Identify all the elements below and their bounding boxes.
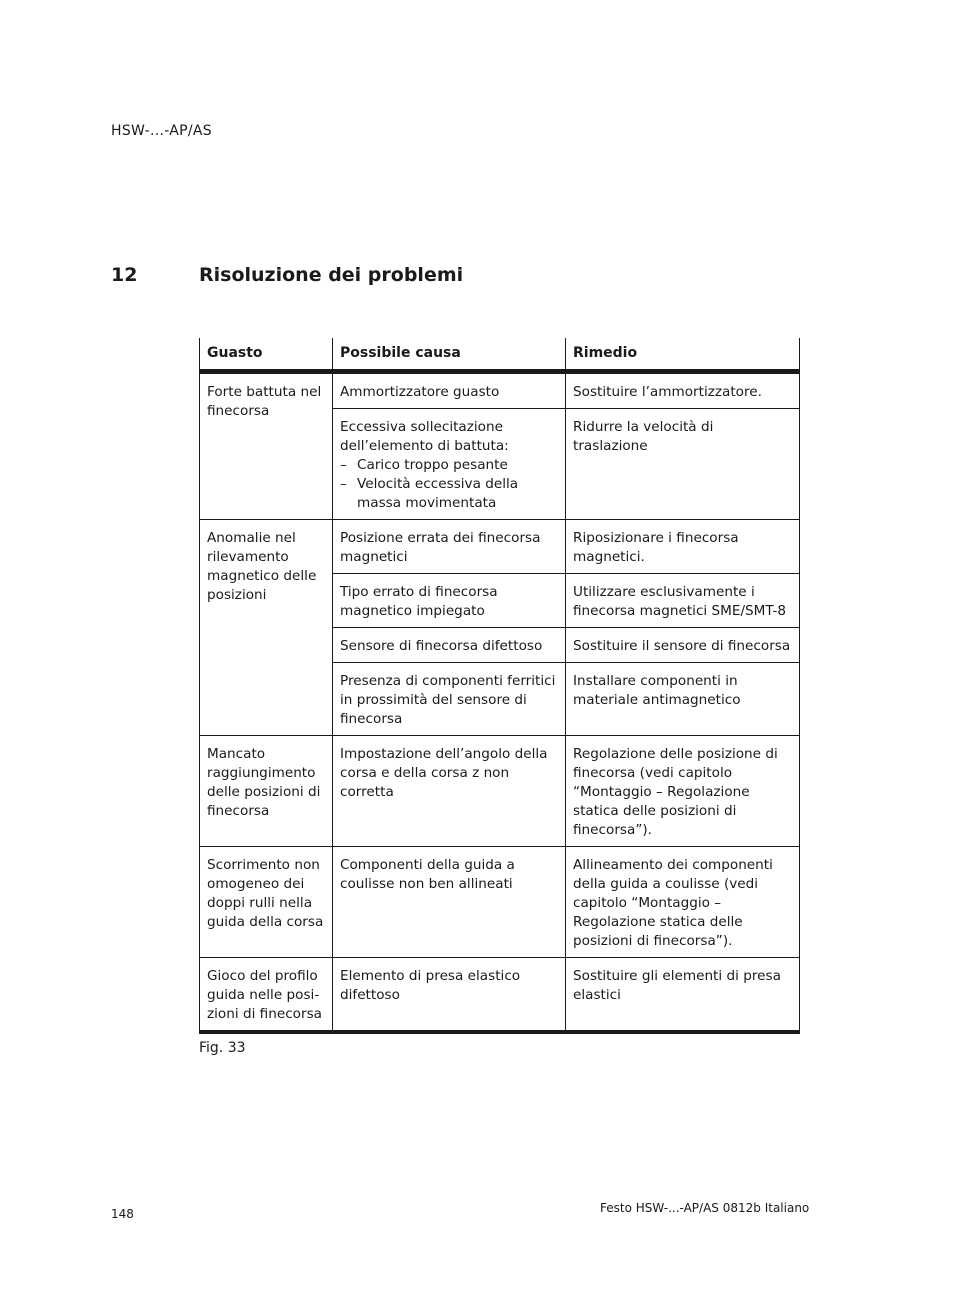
table-row xyxy=(200,736,800,847)
remedy-cell: Sostituire gli elementi di presa elastici xyxy=(566,958,800,1033)
table-row xyxy=(200,374,800,409)
cause-cell: Componenti della guida a coulisse non ben allineati xyxy=(333,847,566,958)
fault-cell: Anomalie nel rilevamento magnetico delle posizioni xyxy=(200,520,333,736)
cause-cell xyxy=(333,409,566,520)
dash-bullet-icon: – xyxy=(340,476,347,492)
troubleshooting-table xyxy=(199,338,800,1034)
fault-cell: Scorrimento non omogeneo dei doppi rulli nella guida della corsa xyxy=(200,847,333,958)
cause-cell: Posizione errata dei finecorsa magnetici xyxy=(333,520,566,574)
fault-cell: Mancato raggiungimento delle posizioni di finecorsa xyxy=(200,736,333,847)
cause-list-item xyxy=(340,456,558,475)
table-row xyxy=(200,847,800,958)
header-fault: Guasto xyxy=(200,338,333,371)
dash-bullet-icon: – xyxy=(340,457,347,473)
remedy-cell: Sostituire l’ammortizzatore. xyxy=(566,374,800,409)
cause-list-item-text: Carico troppo pesante xyxy=(357,457,508,473)
table-row xyxy=(200,520,800,574)
fault-cell: Gioco del profilo guida nelle posi- zioni di finecorsa xyxy=(200,958,333,1033)
remedy-cell: Ridurre la velocità di traslazione xyxy=(566,409,800,520)
document-code: HSW-...-AP/AS xyxy=(111,123,212,139)
fault-cell: Forte battuta nel finecorsa xyxy=(200,374,333,520)
cause-cell: Sensore di finecorsa difettoso xyxy=(333,628,566,663)
remedy-cell: Regolazione delle posizione di finecorsa (vedi capitolo “Montaggio – Regolazione statica delle posizioni di finecorsa”). xyxy=(566,736,800,847)
header-remedy: Rimedio xyxy=(566,338,800,371)
figure-caption: Fig. 33 xyxy=(199,1040,246,1056)
remedy-cell: Riposizionare i finecorsa magnetici. xyxy=(566,520,800,574)
cause-cell: Impostazione dell’angolo della corsa e della corsa z non corretta xyxy=(333,736,566,847)
cause-list-item-text: Velocità eccessiva della massa movimentata xyxy=(357,476,519,511)
cause-cell: Presenza di componenti ferritici in prossimità del sensore di finecorsa xyxy=(333,663,566,736)
remedy-cell: Allineamento dei componenti della guida a coulisse (vedi capitolo “Montaggio – Regolazione statica delle posizioni di finecorsa”). xyxy=(566,847,800,958)
page-number: 148 xyxy=(111,1207,134,1221)
table-row xyxy=(200,958,800,1033)
remedy-cell: Utilizzare esclusivamente i finecorsa magnetici SME/SMT-8 xyxy=(566,574,800,628)
footer-text: Festo HSW-...-AP/AS 0812b Italiano xyxy=(600,1201,810,1215)
table-header-row xyxy=(200,338,800,371)
remedy-cell: Installare componenti in materiale antimagnetico xyxy=(566,663,800,736)
header-cause: Possibile causa xyxy=(333,338,566,371)
cause-cell: Tipo errato di finecorsa magnetico impiegato xyxy=(333,574,566,628)
section-title: Risoluzione dei problemi xyxy=(199,264,464,286)
cause-cell: Elemento di presa elastico difettoso xyxy=(333,958,566,1033)
cause-text: Eccessiva sollecitazione dell’elemento di battuta: xyxy=(340,419,509,454)
remedy-cell: Sostituire il sensore di finecorsa xyxy=(566,628,800,663)
section-number: 12 xyxy=(111,264,138,286)
cause-list-item xyxy=(340,475,558,513)
cause-cell: Ammortizzatore guasto xyxy=(333,374,566,409)
